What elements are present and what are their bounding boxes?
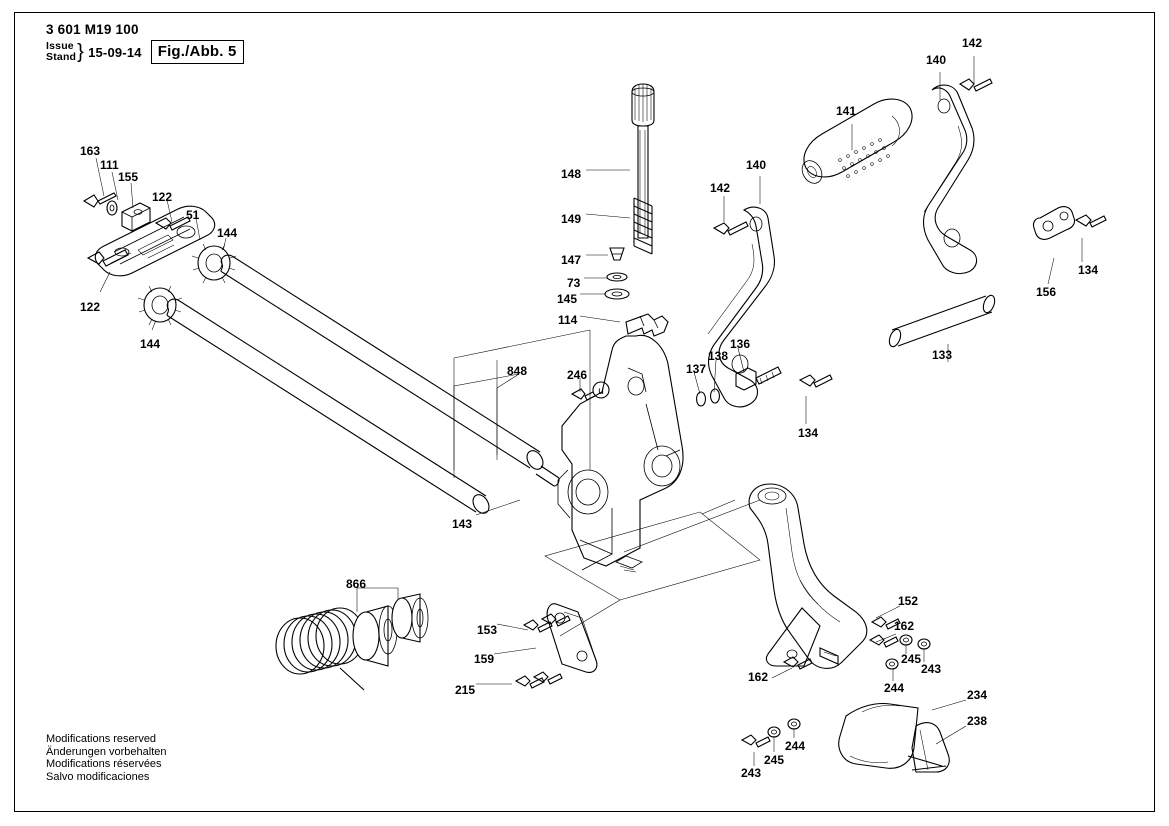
- part-234-guard: [839, 704, 918, 769]
- callout-136: 136: [730, 337, 751, 351]
- callout-141: 141: [836, 104, 857, 118]
- callout-215: 215: [455, 683, 476, 697]
- part-215-screw-2: [534, 672, 562, 684]
- part-142-screw-right: [960, 79, 992, 91]
- part-136-bolt: [736, 367, 781, 390]
- part-152-handle: [749, 484, 867, 668]
- assembly-guides: [454, 330, 760, 636]
- callout-162-left: 162: [748, 670, 769, 684]
- callout-144-lower: 144: [140, 337, 161, 351]
- callout-245-bottom: 245: [764, 753, 785, 767]
- part-number: 3 601 M19 100: [46, 22, 139, 37]
- part-215-screw: [516, 676, 544, 688]
- callout-234: 234: [967, 688, 988, 702]
- part-244-washer-bottom: [788, 719, 800, 729]
- callout-238: 238: [967, 714, 988, 728]
- callout-243-bottom: 243: [741, 766, 762, 780]
- callout-162-right: 162: [894, 619, 915, 633]
- part-243-washer-right: [918, 639, 930, 649]
- callout-153: 153: [477, 623, 498, 637]
- part-244-washer-right: [886, 659, 898, 669]
- part-145-washer: [605, 289, 629, 299]
- callout-152: 152: [898, 594, 919, 608]
- part-144-wheel-lower: [138, 286, 182, 325]
- part-159-plate: [547, 604, 597, 673]
- marker-u-label: u: [598, 386, 604, 397]
- part-866-coil: [276, 608, 364, 690]
- callout-138: 138: [708, 349, 729, 363]
- part-137-oring: [697, 392, 706, 406]
- notice-es: Salvo modificaciones: [46, 770, 150, 783]
- callout-156: 156: [1036, 285, 1057, 299]
- callout-159: 159: [474, 652, 495, 666]
- issue-label-en: Issue: [46, 39, 74, 52]
- issue-date: 15-09-14: [88, 44, 142, 60]
- leader-lines: [96, 56, 1082, 766]
- part-111-washer: [107, 201, 117, 215]
- part-140-arm-right: [924, 85, 977, 274]
- callout-163: 163: [80, 144, 101, 158]
- callout-122-left: 122: [80, 300, 101, 314]
- part-149-spring: [634, 198, 652, 254]
- callout-848: 848: [507, 364, 528, 378]
- callout-243-right: 243: [921, 662, 942, 676]
- callout-137: 137: [686, 362, 707, 376]
- part-147-cone: [610, 248, 624, 260]
- part-140-arm-left: [708, 207, 775, 407]
- callout-140-left: 140: [746, 158, 767, 172]
- part-162-screw-left-lower: [784, 657, 812, 669]
- part-73-washer: [607, 273, 627, 281]
- callout-114: 114: [558, 313, 578, 327]
- part-134-screw-center: [800, 375, 832, 387]
- callout-134-center: 134: [798, 426, 819, 440]
- callout-140-right: 140: [926, 53, 947, 67]
- callout-111: 111: [100, 158, 119, 172]
- part-245-washer-right: [900, 635, 912, 645]
- part-134-screw-right: [1076, 215, 1106, 227]
- callout-149: 149: [561, 212, 582, 226]
- callout-122-top: 122: [152, 190, 173, 204]
- part-866-bushing-1: [353, 606, 397, 666]
- part-133-roller: [887, 294, 997, 348]
- issue-label-de: Stand: [46, 51, 77, 63]
- part-142-screw-left: [714, 222, 748, 235]
- callout-143: 143: [452, 517, 473, 531]
- part-162-screw-right-2: [870, 635, 898, 647]
- callout-244-bottom: 244: [785, 739, 806, 753]
- figure-number: Fig./Abb. 5: [151, 40, 244, 64]
- callout-147: 147: [561, 253, 582, 267]
- part-114-fork: [626, 314, 668, 336]
- part-122-screw-left: [88, 249, 131, 266]
- callout-134-right: 134: [1078, 263, 1099, 277]
- callout-142-left: 142: [710, 181, 731, 195]
- part-138-oring: [711, 389, 720, 403]
- part-866-bushing-2: [392, 594, 428, 642]
- callout-866: 866: [346, 577, 367, 591]
- callout-155: 155: [118, 170, 139, 184]
- notice-fr: Modifications réservées: [46, 758, 162, 771]
- callout-73: 73: [567, 276, 581, 290]
- callout-51: 51: [186, 208, 200, 222]
- callout-246: 246: [567, 368, 588, 382]
- callout-144-upper: 144: [217, 226, 238, 240]
- part-245-washer-bottom: [768, 727, 780, 737]
- callout-133: 133: [932, 348, 953, 362]
- callout-245-right: 245: [901, 652, 922, 666]
- callout-142-right: 142: [962, 36, 983, 50]
- callout-148: 148: [561, 167, 582, 181]
- callout-244-right: 244: [884, 681, 905, 695]
- part-243-screw-bottom: [742, 735, 770, 747]
- brace-glyph: }: [77, 41, 85, 63]
- notice-de: Änderungen vorbehalten: [46, 745, 167, 758]
- part-155-block: [122, 203, 150, 231]
- part-156-bracket: [1033, 207, 1074, 240]
- part-848-rail-lower: [167, 299, 492, 516]
- notice-en: Modifications reserved: [46, 733, 157, 745]
- callout-145: 145: [557, 292, 578, 306]
